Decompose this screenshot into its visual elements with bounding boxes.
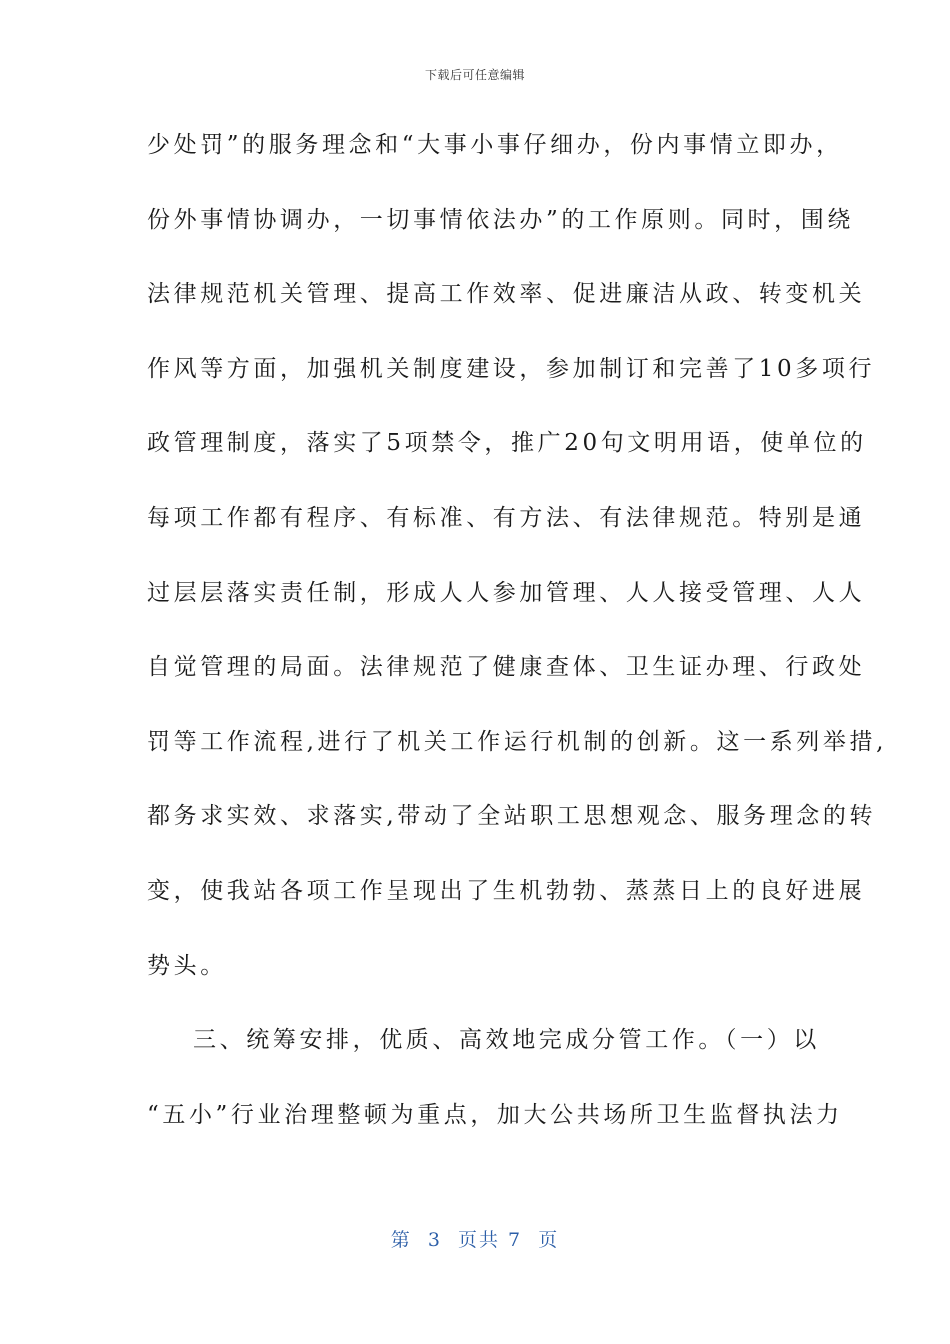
text-line-9: 罚等工作流程,进行了机关工作运行机制的创新。这一系列举措, [147,728,888,755]
text-line-3: 法律规范机关管理、提高工作效率、促进廉洁从政、转变机关 [147,281,866,308]
text-line-11: 变，使我站各项工作呈现出了生机勃勃、蒸蒸日上的良好进展 [147,877,866,904]
document-body [147,125,888,1169]
text-line-4: 作风等方面，加强机关制度建设，参加制订和完善了10多项行 [147,355,876,382]
section-heading-line: 三、统筹安排，优质、高效地完成分管工作。（一）以 [193,1027,820,1054]
text-line-7: 过层层落实责任制，形成人人参加管理、人人接受管理、人人 [147,579,866,606]
text-line-5: 政管理制度，落实了5项禁令，推广20句文明用语，使单位的 [147,430,867,457]
text-line-2: 份外事情协调办，一切事情依法办”的工作原则。同时，围绕 [147,206,854,233]
text-line-8: 自觉管理的局面。法律规范了健康查体、卫生证办理、行政处 [147,654,866,681]
text-line-10: 都务求实效、求落实,带动了全站职工思想观念、服务理念的转 [147,803,877,830]
text-line-1: 少处罚”的服务理念和“大事小事仔细办，份内事情立即办， [147,132,843,158]
page-number-footer: 第 3 页共 7 页 [390,1229,560,1251]
text-line-6: 每项工作都有程序、有标准、有方法、有法律规范。特别是通 [147,504,866,531]
text-line-14: “五小”行业治理整顿为重点，加大公共场所卫生监督执法力 [147,1101,843,1128]
page-header-note: 下载后可任意编辑 [424,68,525,82]
text-line-12: 势头。 [147,952,227,979]
